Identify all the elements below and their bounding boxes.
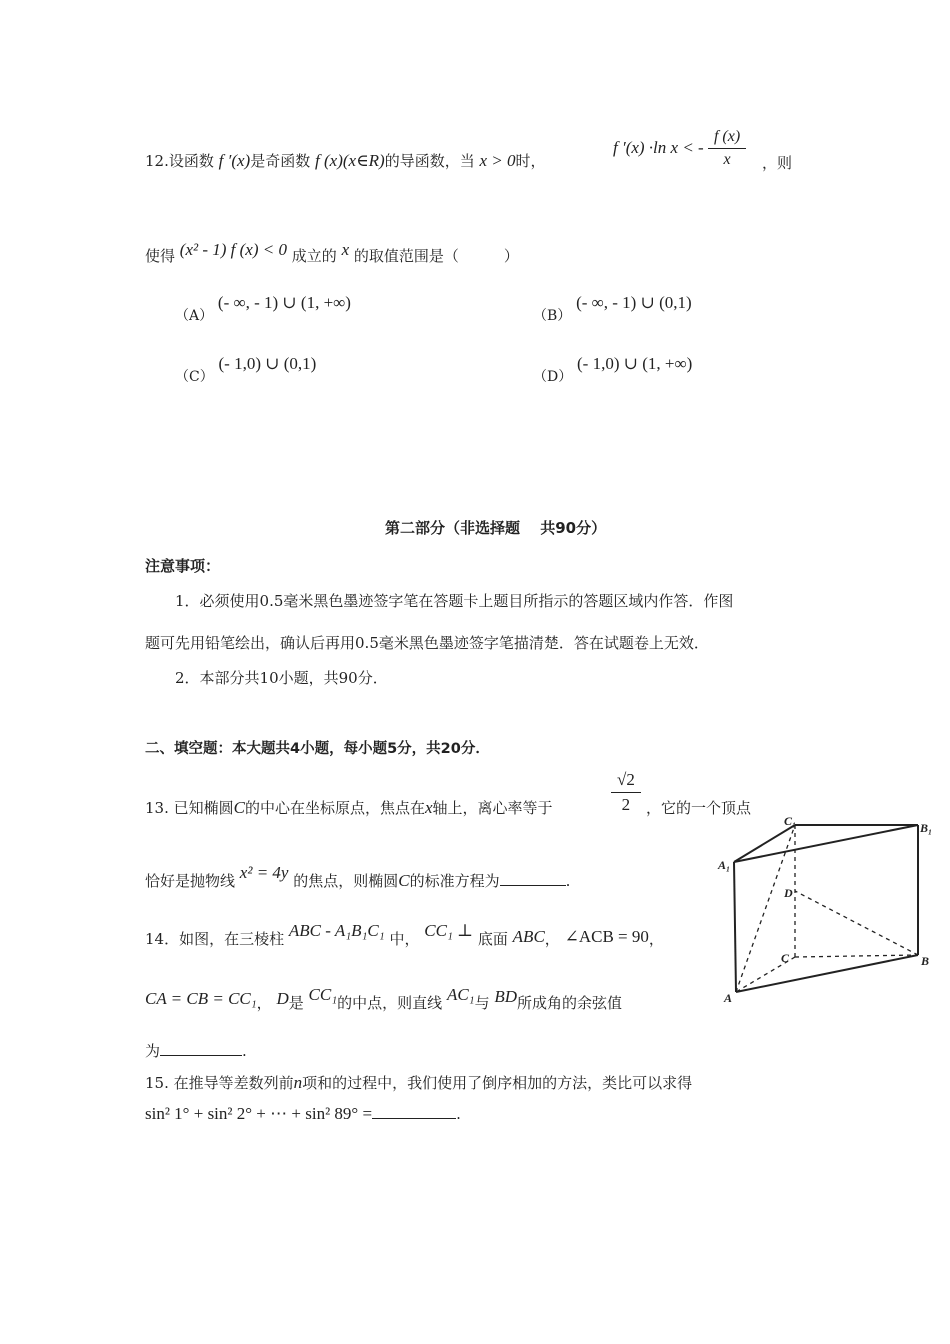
q15-expression: sin² 1° + sin² 2° + ⋯ + sin² 89° = [145, 1104, 373, 1123]
q12-cond: x > 0 [479, 151, 516, 170]
label-c: C [781, 951, 790, 965]
q12-option-c: （C） (- 1,0) ∪ (0,1) [175, 354, 317, 385]
q14-answer-blank[interactable] [160, 1041, 242, 1056]
q12-option-d: （D） (- 1,0) ∪ (1, +∞) [533, 354, 693, 385]
label-d: D [784, 886, 793, 900]
q14-line2: CA = CB = CC₁， D是 CC₁的中点，则直线 AC₁与 BD所成角的余弦值 [145, 985, 623, 1012]
label-a1: A₁ [718, 858, 731, 872]
part2-title: 第二部分（非选择题 共90分） [385, 519, 607, 537]
q12-inequality: f ′(x) ·ln x < - $\frac{f (x)}{x}$ [613, 128, 746, 169]
edge-c-b [795, 955, 918, 957]
section2-title: 二、填空题：本大题共4小题，每小题5分，共20分． [145, 741, 490, 757]
q13-answer-blank[interactable] [500, 871, 566, 886]
edge-a-b [736, 955, 918, 992]
q12-fx: f (x)(x∈R) [315, 151, 385, 170]
q12-line2: 使得 (x² - 1) f (x) < 0 成立的 x 的取值范围是（ ） [145, 240, 519, 265]
notice-2: 2．本部分共10小题，共90分． [175, 669, 388, 687]
notice-title: 注意事项： [145, 557, 221, 575]
q12-line2-inequality: (x² - 1) f (x) < 0 [179, 240, 287, 259]
edge-a1-b1 [734, 825, 918, 862]
q13-eccentricity: $\frac{√2}{2}$ [611, 770, 641, 815]
q12-fprime: f ′(x) [218, 151, 251, 170]
q12-line1: 12.设函数 f ′(x)是奇函数 f (x)(x∈R)的导函数，当 x > 0时， [145, 151, 546, 170]
q13-parabola: x² = 4y [239, 863, 289, 882]
q12-fraction: $\frac{f (x)}{x}$ [708, 128, 746, 169]
q15-line1: 15. 在推导等差数列前n项和的过程中，我们使用了倒序相加的方法，类比可以求得 [145, 1073, 693, 1092]
segment-a-c1 [736, 825, 795, 992]
notice-1a: 1．必须使用0.5毫米黑色墨迹签字笔在答题卡上题目所指示的答题区域内作答．作图 [175, 592, 734, 610]
q13-line1-end: ，它的一个顶点 [646, 799, 752, 817]
prism-figure [700, 805, 945, 1010]
q13-line2: 恰好是抛物线 x² = 4y 的焦点，则椭圆C的标准方程为 . [145, 863, 571, 890]
q14-line3: 为 . [145, 1042, 247, 1060]
label-b1: B₁ [920, 821, 933, 835]
edge-a1-a [734, 862, 736, 992]
q13-line1: 13. 已知椭圆C的中心在坐标原点，焦点在x轴上，离心率等于 [145, 798, 553, 817]
q14-line1: 14．如图，在三棱柱 ABC - A₁B₁C₁ 中， CC₁ ⊥ 底面 ABC， ∠ACB = 90， [145, 921, 664, 948]
q12-then: ，则 [762, 154, 793, 172]
q15-answer-blank[interactable] [372, 1104, 456, 1119]
notice-1b: 题可先用铅笔绘出，确认后再用0.5毫米黑色墨迹签字笔描清楚．答在试题卷上无效． [145, 634, 709, 652]
segment-b-d [795, 891, 918, 955]
label-a: A [724, 991, 733, 1005]
q12-option-a: （A） (- ∞, - 1) ∪ (1, +∞) [175, 293, 351, 324]
q12-option-b: （B） (- ∞, - 1) ∪ (0,1) [533, 293, 692, 324]
q12-number: 12. [145, 152, 169, 170]
label-b: B [921, 954, 930, 968]
q15-line2: sin² 1° + sin² 2° + ⋯ + sin² 89° = . [145, 1104, 461, 1123]
label-c1: C₁ [784, 814, 797, 828]
